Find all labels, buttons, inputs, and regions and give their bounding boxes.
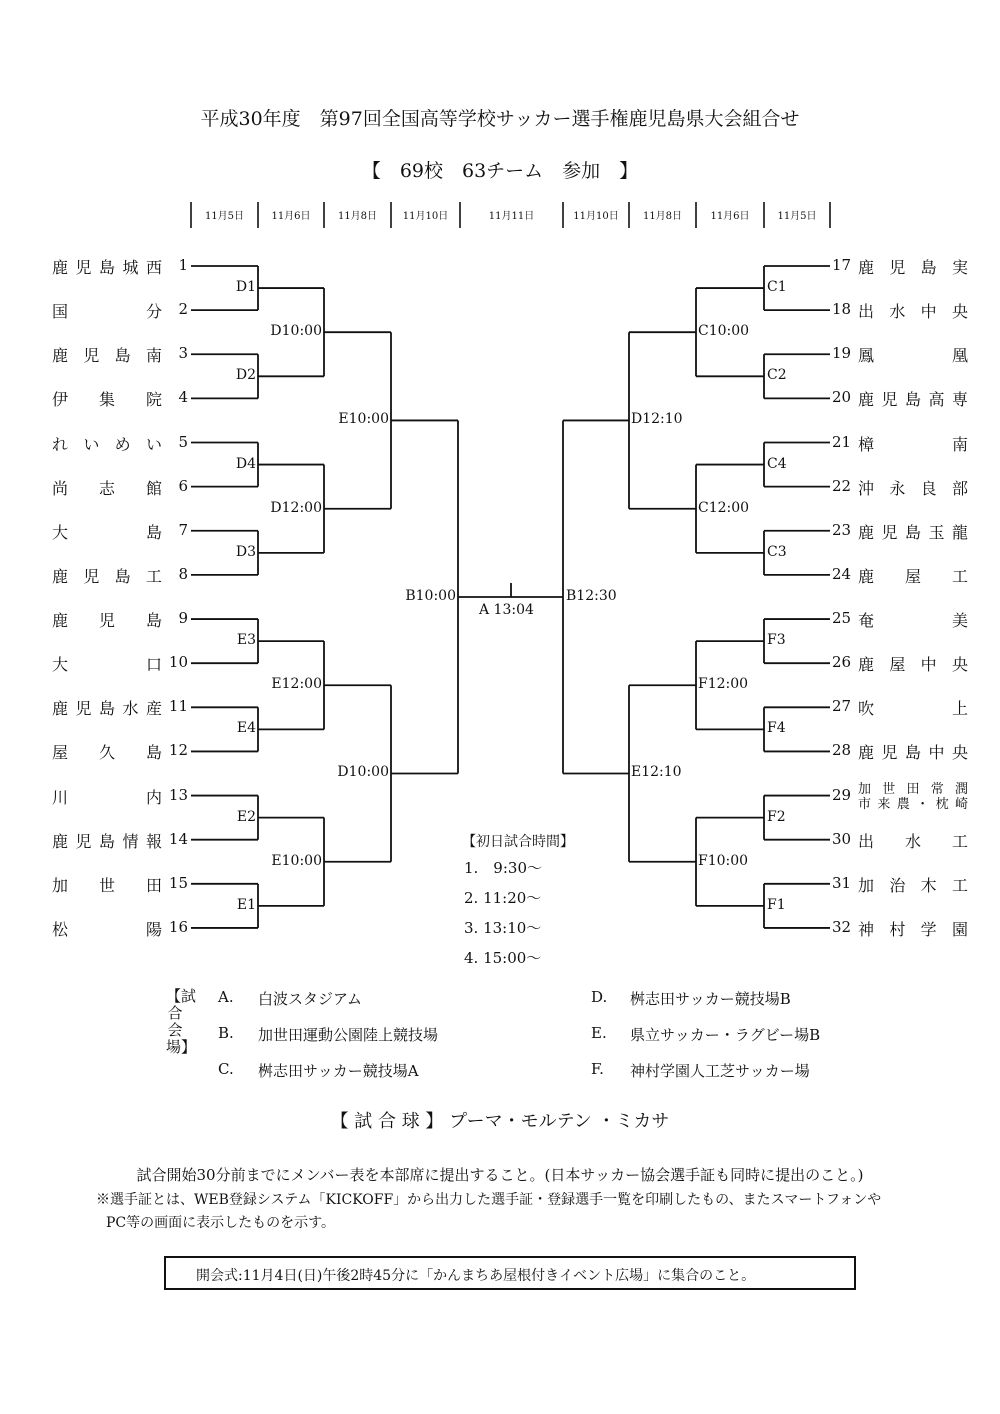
right-team-name: 鹿 屋 工	[858, 566, 968, 586]
left-team-name: 鹿 児 島 南	[52, 346, 162, 366]
left-quarterfinal-match: E10:00	[338, 411, 389, 428]
venue-d-key: D.	[591, 988, 608, 1006]
right-team-number: 20	[832, 388, 852, 407]
match-ball: 【 試 合 球 】 プーマ・モルテン ・ミカサ	[330, 1111, 670, 1132]
first-day-time-2: 2. 11:20〜	[464, 889, 542, 907]
venue-c-key: C.	[218, 1060, 234, 1078]
note-line-1: 試合開始30分前までにメンバー表を本部席に提出すること。(日本サッカー協会選手証も同時に提出のこと。)	[136, 1166, 864, 1184]
right-team-number: 28	[832, 741, 852, 760]
venue-d-name: 桝志田サッカー競技場B	[630, 990, 791, 1008]
right-team-number: 18	[832, 300, 852, 319]
date-header: 11月6日	[710, 211, 750, 222]
left-team-name: 鹿 児 島 城 西	[52, 258, 162, 277]
left-round2-match: D10:00	[270, 323, 322, 340]
right-round1-match: F1	[767, 896, 786, 913]
left-team-number: 5	[178, 432, 188, 451]
right-round2-match: C12:00	[698, 499, 750, 516]
right-team-name: 鹿 児 島 中 央	[858, 743, 968, 763]
right-team-number: 25	[832, 609, 852, 628]
right-team-number: 21	[832, 432, 852, 451]
final-match: A 13:04	[479, 601, 534, 618]
venue-e-name: 県立サッカー・ラグビー場B	[630, 1026, 821, 1044]
right-team-number: 30	[832, 829, 852, 848]
left-team-name: 大 口	[52, 655, 162, 675]
venue-f-name: 神村学園人工芝サッカー場	[630, 1062, 810, 1080]
right-team-joint-line2: 市 来 農 ・ 枕 崎	[858, 796, 968, 812]
left-team-number: 2	[178, 300, 188, 319]
note-line-3: PC等の画面に表示したものを示す。	[106, 1215, 336, 1231]
date-header: 11月8日	[642, 211, 683, 222]
right-team-name: 奄 美	[858, 611, 968, 631]
right-quarterfinal-match: E12:10	[631, 764, 682, 781]
first-day-heading: 【初日試合時間】	[462, 834, 574, 850]
date-header: 11月10日	[402, 211, 449, 222]
left-team-name: れ い め い	[52, 434, 162, 454]
left-team-number: 3	[178, 344, 188, 363]
right-round1-match: C4	[767, 455, 787, 472]
right-round2-match: C10:00	[698, 323, 750, 340]
venue-e-key: E.	[591, 1024, 607, 1042]
first-day-time-1: 1. 9:30〜	[464, 859, 542, 877]
venue-c-name: 桝志田サッカー競技場A	[258, 1062, 419, 1080]
right-team-name: 鹿 児 島 実	[858, 258, 968, 277]
right-team-name: 加 治 木 工	[858, 875, 968, 895]
right-team-name: 鹿 児 島 玉 龍	[858, 522, 968, 542]
ceremony-box	[164, 1256, 856, 1290]
left-round1-match: D1	[235, 279, 256, 296]
left-team-name: 屋 久 島	[52, 743, 162, 763]
right-round1-match: C3	[767, 543, 787, 560]
left-team-name: 国 分	[52, 302, 162, 322]
left-team-name: 大 島	[52, 522, 162, 542]
left-team-name: 伊 集 院	[52, 390, 162, 410]
right-team-number: 23	[832, 520, 852, 539]
date-header: 11月6日	[271, 211, 311, 222]
right-team-number: 29	[832, 785, 852, 804]
date-header: 11月10日	[573, 211, 619, 222]
right-team-name: 吹 上	[858, 699, 968, 719]
left-round1-match: E2	[236, 808, 256, 825]
left-team-number: 8	[178, 564, 188, 583]
venue-a-name: 白波スタジアム	[258, 990, 362, 1008]
left-round2-match: E10:00	[271, 852, 322, 869]
right-team-number: 17	[832, 256, 852, 274]
left-semifinal-match: B10:00	[405, 587, 456, 604]
right-round1-match: F2	[767, 808, 786, 825]
date-header: 11月5日	[204, 211, 245, 222]
left-round1-match: E3	[236, 632, 256, 649]
date-header: 11月8日	[337, 211, 378, 222]
left-team-number: 12	[168, 741, 188, 760]
venue-a-key: A.	[218, 988, 234, 1006]
right-round1-match: C1	[767, 279, 787, 296]
left-team-number: 15	[168, 873, 188, 892]
left-team-name: 鹿 児 島 工	[52, 566, 162, 586]
left-round1-match: D2	[235, 367, 256, 384]
right-team-name: 神 村 学 園	[858, 919, 968, 939]
left-team-number: 9	[178, 609, 188, 628]
right-team-name: 沖 永 良 部	[858, 478, 968, 498]
left-team-name: 鹿 児 島 水 産	[52, 699, 162, 719]
right-team-number: 19	[832, 344, 852, 363]
left-team-number: 13	[168, 785, 188, 804]
venue-f-key: F.	[591, 1060, 604, 1078]
right-round2-match: F10:00	[698, 852, 749, 869]
left-team-number: 16	[168, 917, 188, 936]
right-round2-match: F12:00	[698, 676, 749, 693]
right-team-number: 31	[832, 873, 852, 892]
left-quarterfinal-match: D10:00	[337, 764, 389, 781]
left-team-number: 10	[168, 653, 188, 672]
right-team-name: 出 水 中 央	[858, 302, 968, 322]
left-round1-match: E4	[236, 720, 256, 737]
right-team-name: 鹿 屋 中 央	[858, 655, 968, 675]
right-team-name: 出 水 工	[858, 831, 968, 851]
left-team-name: 鹿 児 島 情 報	[52, 831, 162, 851]
left-team-name: 鹿 児 島	[52, 611, 162, 631]
left-team-name: 加 世 田	[52, 875, 162, 895]
venue-b-name: 加世田運動公園陸上競技場	[258, 1026, 439, 1044]
left-round2-match: E12:00	[271, 676, 322, 693]
date-header: 11月5日	[777, 211, 817, 222]
right-team-number: 22	[832, 476, 852, 495]
left-team-name: 尚 志 館	[52, 478, 162, 498]
left-team-number: 11	[168, 697, 188, 716]
left-round2-match: D12:00	[270, 499, 322, 516]
right-team-number: 32	[832, 917, 852, 936]
right-team-name: 樟 南	[858, 434, 968, 454]
right-round1-match: C2	[767, 367, 787, 384]
right-round1-match: F3	[767, 632, 786, 649]
ceremony-text: 開会式:11月4日(日)午後2時45分に「かんまちあ屋根付きイベント広場」に集合のこと。	[196, 1268, 756, 1284]
right-team-name: 鳳 凰	[858, 346, 968, 366]
first-day-time-3: 3. 13:10〜	[464, 919, 542, 937]
left-team-number: 6	[178, 476, 188, 495]
first-day-time-4: 4. 15:00〜	[464, 949, 542, 967]
left-round1-match: E1	[236, 896, 256, 913]
right-team-number: 24	[832, 564, 852, 583]
venue-b-key: B.	[218, 1024, 234, 1042]
left-team-number: 14	[168, 829, 188, 848]
left-team-number: 7	[178, 520, 188, 539]
right-semifinal-match: B12:30	[566, 587, 617, 604]
right-team-number: 27	[832, 697, 852, 716]
right-team-number: 26	[832, 653, 852, 672]
right-quarterfinal-match: D12:10	[631, 411, 683, 428]
page-title: 平成30年度 第97回全国高等学校サッカー選手権鹿児島県大会組合せ	[200, 108, 800, 130]
date-header: 11月11日	[488, 211, 535, 222]
participation-subtitle: 【 69校 63チーム 参加 】	[361, 160, 639, 182]
left-team-number: 4	[178, 388, 188, 407]
left-round1-match: D4	[235, 455, 256, 472]
left-team-name: 松 陽	[52, 919, 162, 939]
left-round1-match: D3	[235, 543, 256, 560]
note-line-2: ※選手証とは、WEB登録システム「KICKOFF」から出力した選手証・登録選手一覧を印刷したもの、またスマートフォンや	[96, 1192, 882, 1208]
left-team-number: 1	[178, 256, 188, 274]
right-round1-match: F4	[767, 720, 786, 737]
right-team-name: 鹿 児 島 高 専	[858, 390, 968, 410]
venue-side-label: 【試合会場】	[166, 987, 197, 1056]
left-team-name: 川 内	[52, 787, 162, 807]
right-team-joint-line1: 加 世 田 常 潤	[858, 781, 968, 797]
